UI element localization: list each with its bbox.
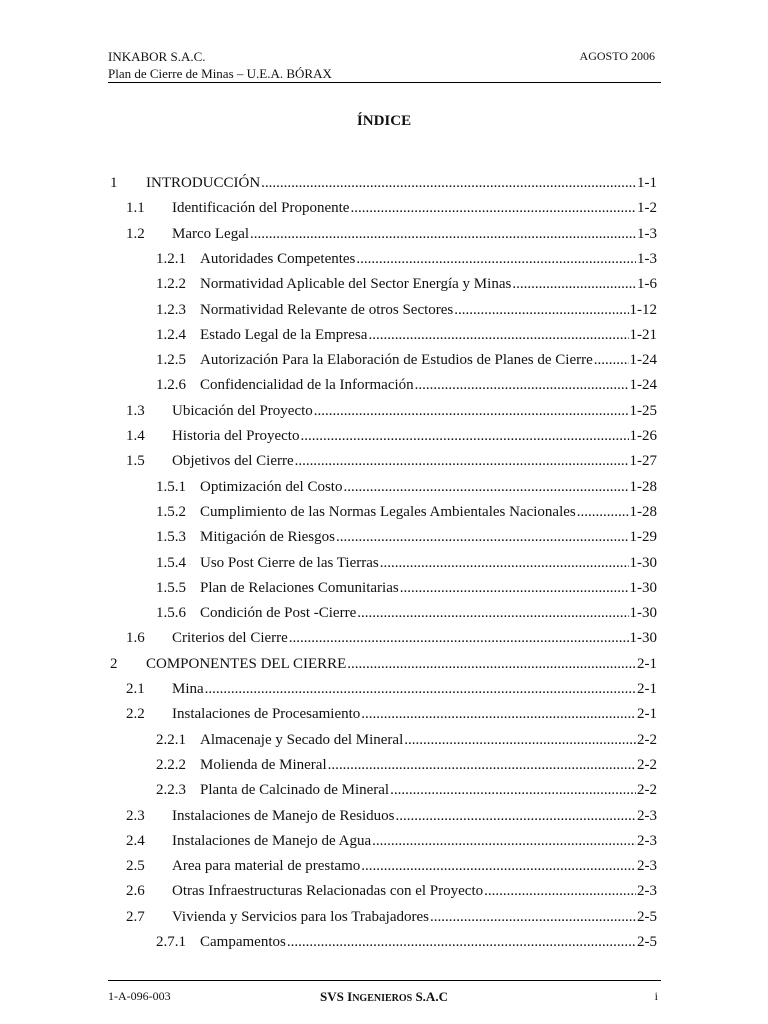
toc-entry-number: 2.1	[126, 681, 145, 697]
toc-entry-number: 1.4	[126, 428, 145, 444]
toc-entry[interactable]	[156, 471, 657, 496]
toc-entry[interactable]	[126, 445, 657, 470]
toc-entry[interactable]	[156, 344, 657, 369]
toc-entry-page: 1-24	[629, 377, 657, 394]
toc-entry-page: 1-26	[629, 428, 657, 444]
toc-entry-number: 1.3	[126, 402, 145, 419]
toc-entry-page: 2-2	[637, 782, 657, 799]
toc-entry-label: Normatividad Aplicable del Sector Energía y Minas	[200, 276, 512, 293]
footer-divider	[108, 980, 661, 981]
header-divider	[108, 82, 661, 83]
toc-entry-number: 2.4	[126, 832, 145, 849]
toc-entry-page: 2-3	[637, 858, 657, 875]
toc-entry-label: Planta de Calcinado de Mineral	[200, 782, 390, 799]
toc-entry-number: 2	[110, 655, 118, 672]
toc-entry-number: 1	[110, 175, 118, 191]
toc-entry-number: 1.5.3	[156, 529, 186, 546]
toc-entry[interactable]	[156, 572, 657, 597]
toc-entry[interactable]	[110, 167, 657, 192]
toc-entry-page: 1-2	[637, 200, 657, 217]
toc-entry[interactable]	[156, 724, 657, 749]
toc-entry[interactable]	[156, 521, 657, 546]
toc-entry-label: Instalaciones de Procesamiento	[172, 706, 361, 723]
toc-entry-label: Normatividad Relevante de otros Sectores	[200, 301, 454, 318]
toc-entry-label: Mitigación de Riesgos	[200, 529, 335, 546]
toc-dot-leader	[454, 301, 628, 319]
toc-entry-number: 1.5	[126, 453, 145, 470]
company-name: INKABOR S.A.C.	[108, 49, 206, 64]
toc-dot-leader	[357, 604, 628, 622]
toc-entry-number: 2.2.2	[156, 756, 186, 773]
footer-company-suffix: S.A.C	[412, 989, 448, 1004]
toc-entry-page: 1-28	[629, 478, 657, 495]
toc-entry-number: 2.7	[126, 908, 145, 925]
toc-dot-leader	[205, 680, 636, 698]
toc-entry-number: 1.2.5	[156, 352, 186, 369]
toc-entry-number: 2.2.3	[156, 782, 186, 799]
toc-entry-label: Almacenaje y Secado del Mineral	[200, 731, 404, 748]
toc-entry-number: 2.2.1	[156, 731, 186, 748]
toc-entry-page: 2-1	[637, 681, 657, 697]
toc-entry-label: Campamentos	[200, 934, 286, 950]
document-subtitle: Plan de Cierre de Minas – U.E.A. BÓRAX	[108, 66, 332, 81]
toc-dot-leader	[368, 326, 628, 344]
toc-entry-label: COMPONENTES DEL CIERRE	[146, 655, 347, 672]
toc-entry-number: 2.3	[126, 807, 145, 824]
toc-entry-label: Objetivos del Cierre	[172, 453, 294, 470]
toc-entry[interactable]	[126, 395, 657, 420]
toc-entry-label: INTRODUCCIÓN	[146, 175, 261, 191]
footer-page-number: i	[654, 989, 658, 1003]
toc-entry-number: 1.2	[126, 225, 145, 242]
toc-entry[interactable]	[156, 749, 657, 774]
toc-dot-leader	[430, 908, 636, 926]
toc-dot-leader	[261, 174, 636, 192]
toc-entry-page: 2-3	[637, 883, 657, 900]
toc-dot-leader	[390, 781, 636, 799]
toc-entry[interactable]	[126, 698, 657, 723]
toc-entry-page: 1-30	[629, 630, 657, 647]
toc-dot-leader	[336, 528, 629, 546]
toc-dot-leader	[594, 351, 629, 369]
toc-dot-leader	[372, 832, 636, 850]
header-date: AGOSTO 2006	[579, 49, 655, 63]
toc-entry[interactable]	[156, 369, 657, 394]
toc-entry-label: Criterios del Cierre	[172, 630, 288, 647]
toc-dot-leader	[314, 402, 629, 420]
toc-entry-label: Plan de Relaciones Comunitarias	[200, 579, 399, 596]
toc-dot-leader	[404, 731, 636, 749]
footer-document-code: 1-A-096-003	[108, 989, 171, 1003]
toc-entry-page: 1-30	[629, 579, 657, 596]
toc-entry-page: 1-12	[629, 301, 657, 318]
toc-entry-page: 2-3	[637, 832, 657, 849]
toc-entry-number: 2.2	[126, 706, 145, 723]
toc-entry-page: 2-1	[637, 706, 657, 723]
toc-entry-label: Ubicación del Proyecto	[172, 402, 313, 419]
toc-entry-label: Vivienda y Servicios para los Trabajadores	[172, 908, 429, 925]
toc-entry-page: 1-21	[629, 326, 657, 343]
toc-entry-label: Autorización Para la Elaboración de Estudios de Planes de Cierre	[200, 352, 593, 369]
toc-entry-page: 2-2	[637, 731, 657, 748]
toc-entry-label: Marco Legal	[172, 225, 250, 242]
toc-entry-label: Instalaciones de Manejo de Agua	[172, 832, 372, 849]
toc-entry-label: Historia del Proyecto	[172, 428, 300, 444]
toc-dot-leader	[356, 250, 636, 268]
toc-entry-number: 1.5.5	[156, 579, 186, 596]
toc-entry[interactable]	[126, 622, 657, 647]
toc-entry-number: 2.5	[126, 858, 145, 875]
toc-dot-leader	[350, 199, 636, 217]
toc-entry-number: 1.2.2	[156, 276, 186, 293]
toc-entry-label: Uso Post Cierre de las Tierras	[200, 554, 379, 571]
page-title: ÍNDICE	[356, 113, 412, 129]
toc-entry-number: 1.6	[126, 630, 145, 647]
toc-dot-leader	[361, 705, 636, 723]
footer-company	[0, 989, 768, 1005]
toc-entry-label: Autoridades Competentes	[200, 250, 356, 267]
toc-entry-page: 1-30	[629, 605, 657, 622]
toc-dot-leader	[577, 503, 629, 521]
toc-entry-number: 1.5.4	[156, 554, 186, 571]
toc-entry[interactable]	[156, 319, 657, 344]
toc-entry-number: 2.6	[126, 883, 145, 900]
toc-entry[interactable]	[156, 268, 657, 293]
toc-entry-number: 1.1	[126, 200, 145, 217]
toc-entry-page: 2-2	[637, 756, 657, 773]
toc-entry-label: Condición de Post -Cierre	[200, 605, 357, 622]
toc-dot-leader	[380, 554, 629, 572]
toc-entry-page: 2-5	[637, 908, 657, 925]
toc-dot-leader	[512, 275, 636, 293]
toc-dot-leader	[361, 857, 636, 875]
toc-entry-page: 1-29	[629, 529, 657, 546]
toc-entry[interactable]	[156, 547, 657, 572]
toc-dot-leader	[300, 427, 628, 445]
toc-entry-page: 1-25	[629, 402, 657, 419]
toc-entry[interactable]	[156, 926, 657, 951]
toc-entry-number: 1.5.6	[156, 605, 186, 622]
toc-entry-label: Identificación del Proponente	[172, 200, 350, 217]
toc-entry[interactable]	[156, 597, 657, 622]
toc-entry[interactable]	[126, 420, 657, 445]
toc-entry-label: Mina	[172, 681, 204, 697]
toc-entry-number: 1.2.1	[156, 250, 186, 267]
toc-entry-page: 1-30	[629, 554, 657, 571]
toc-dot-leader	[250, 225, 636, 243]
toc-entry-page: 1-27	[629, 453, 657, 470]
toc-entry-label: Otras Infraestructuras Relacionadas con el Proyecto	[172, 883, 484, 900]
toc-entry-page: 1-3	[637, 250, 657, 267]
toc-entry[interactable]	[126, 218, 657, 243]
toc-entry[interactable]	[156, 496, 657, 521]
toc-entry[interactable]	[126, 875, 657, 900]
footer-company-smallcaps: NGENIEROS	[352, 993, 413, 1004]
toc-dot-leader	[415, 376, 629, 394]
toc-entry-label: Estado Legal de la Empresa	[200, 326, 368, 343]
toc-entry-number: 1.5.2	[156, 503, 186, 520]
toc-entry-page: 2-1	[637, 655, 657, 672]
toc-entry-number: 1.2.3	[156, 301, 186, 318]
toc-entry-page: 1-28	[629, 503, 657, 520]
toc-entry[interactable]	[126, 673, 657, 698]
toc-entry[interactable]	[126, 850, 657, 875]
toc-dot-leader	[295, 452, 629, 470]
toc-dot-leader	[400, 579, 629, 597]
toc-entry[interactable]	[156, 294, 657, 319]
toc-entry-page: 1-1	[637, 175, 657, 191]
toc-entry[interactable]	[110, 648, 657, 673]
toc-entry-page: 1-6	[637, 276, 657, 293]
toc-dot-leader	[328, 756, 636, 774]
toc-entry[interactable]	[156, 243, 657, 268]
toc-dot-leader	[347, 655, 636, 673]
toc-entry-number: 1.2.4	[156, 326, 186, 343]
toc-entry[interactable]	[156, 774, 657, 799]
toc-entry-number: 1.2.6	[156, 377, 186, 394]
toc-entry-number: 2.7.1	[156, 934, 186, 950]
toc-entry-page: 1-24	[629, 352, 657, 369]
toc-dot-leader	[395, 807, 636, 825]
toc-entry-page: 1-3	[637, 225, 657, 242]
toc-entry-label: Cumplimiento de las Normas Legales Ambientales Nacionales	[200, 503, 576, 520]
toc-entry-page: 2-5	[637, 934, 657, 950]
footer-company-prefix: SVS I	[320, 989, 353, 1004]
toc-dot-leader	[287, 933, 636, 951]
toc-entry-label: Area para material de prestamo	[172, 858, 361, 875]
toc-entry[interactable]	[126, 800, 657, 825]
toc-entry-label: Molienda de Mineral	[200, 756, 327, 773]
toc-entry-number: 1.5.1	[156, 478, 186, 495]
toc-entry[interactable]	[126, 901, 657, 926]
toc-entry-label: Optimización del Costo	[200, 478, 343, 495]
toc-entry[interactable]	[126, 192, 657, 217]
toc-entry-page: 2-3	[637, 807, 657, 824]
toc-dot-leader	[289, 629, 629, 647]
page-header-left	[108, 48, 332, 82]
toc-dot-leader	[343, 478, 628, 496]
toc-entry[interactable]	[126, 825, 657, 850]
toc-entry-label: Instalaciones de Manejo de Residuos	[172, 807, 395, 824]
toc-entry-label: Confidencialidad de la Información	[200, 377, 414, 394]
toc-dot-leader	[484, 882, 636, 900]
